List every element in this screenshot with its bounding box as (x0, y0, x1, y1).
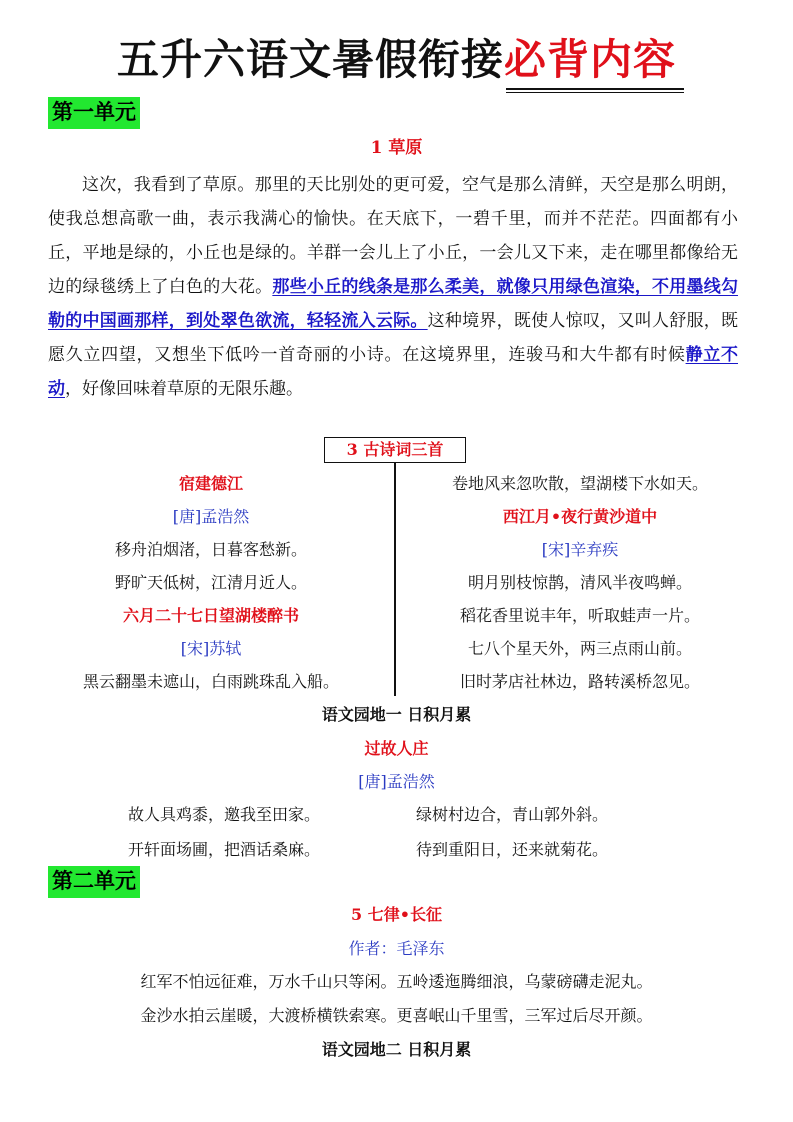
lesson-1-heading (0, 136, 793, 160)
garden-1-poem-title: 过故人庄 (364, 739, 429, 758)
lesson-1-title: 草原 (388, 138, 423, 158)
lesson-5-line: 红军不怕远征难，万水千山只等闲。五岭逶迤腾细浪，乌蒙磅礴走泥丸。 (140, 972, 653, 991)
garden-1-heading: 语文园地一 日积月累 (321, 705, 472, 724)
poem-line: 移舟泊烟渚，日暮客愁新。 (114, 540, 307, 559)
lesson-5-line: 金沙水拍云崖暖，大渡桥横铁索寒。更喜岷山千里雪，三军过后尽开颜。 (140, 1006, 653, 1025)
lesson-1-highlight-2: 静立不动 (48, 345, 738, 399)
column-divider (394, 462, 396, 696)
poem-author: [宋]辛弃疾 (541, 540, 619, 559)
lesson-3-box-title: 3 古诗词三首 (324, 437, 466, 463)
poem-line: 明月别枝惊鹊，清风半夜鸣蝉。 (467, 573, 692, 592)
garden-1-line: 故人具鸡黍，邀我至田家。 (128, 805, 321, 824)
poems-left-column (40, 467, 382, 698)
poem-line: 旧时茅店社林边，路转溪桥忽见。 (459, 672, 700, 691)
title-underline (506, 88, 684, 90)
poem-title: 宿建德江 (178, 474, 243, 493)
lesson-1-text-a: 这次，我看到了草原。那里的天比别处的更可爱，空气是那么清鲜，天空是那么明朗，使我总想高歌一曲，表示我满心的愉快。在天底下，一碧千里，而并不茫茫。四面都有小丘，平地是绿的，小丘也是绿的。羊群一会儿上了小丘，一会儿又下来，走在哪里都像给无边的绿毯绣上了白色的大花。 (48, 175, 738, 297)
lesson-1-text (48, 168, 738, 406)
lesson-1-text-b: 这种境界，既使人惊叹，又叫人舒服，既愿久立四望，又想坐下低吟一首奇丽的小诗。在这境界里，连骏马和大牛都有时候 (48, 311, 738, 365)
page-title-main: 五升六语文暑假衔接 (116, 35, 504, 84)
page-title (0, 32, 793, 88)
lesson-5-author: 作者：毛泽东 (348, 939, 445, 958)
poems-right-column (410, 467, 750, 698)
lesson-1-text-c: ，好像回味着草原的无限乐趣。 (65, 379, 303, 399)
lesson-1-number: 1 (370, 138, 383, 158)
unit-2-tag: 第二单元 (48, 866, 140, 898)
poem-line: 七八个星天外，两三点雨山前。 (467, 639, 692, 658)
garden-2-heading: 语文园地二 日积月累 (321, 1040, 472, 1059)
lesson-1-highlight: 那些小丘的线条是那么柔美，就像只用绿色渲染，不用墨线勾勒的中国画那样，到处翠色欲流，轻轻流入云际。 (48, 277, 739, 331)
lesson-5-title: 5 七律•长征 (351, 905, 442, 924)
garden-1-poem-author: [唐]孟浩然 (358, 772, 435, 791)
page-title-highlight: 必背内容 (504, 35, 677, 84)
poem-title: 六月二十七日望湖楼醉书 (122, 606, 299, 625)
poem-line: 黑云翻墨未遮山，白雨跳珠乱入船。 (82, 672, 339, 691)
garden-1-line: 开轩面场圃，把酒话桑麻。 (128, 840, 321, 859)
poem-line: 稻花香里说丰年，听取蛙声一片。 (459, 606, 700, 625)
poem-author: [宋]苏轼 (180, 639, 242, 658)
poem-line: 野旷天低树，江清月近人。 (114, 573, 307, 592)
unit-1-tag: 第一单元 (48, 97, 140, 129)
garden-1-line: 绿树村边合，青山郭外斜。 (416, 805, 609, 824)
poem-line: 卷地风来忽吹散，望湖楼下水如天。 (451, 474, 708, 493)
poem-author: [唐]孟浩然 (172, 507, 250, 526)
title-underline-thin (506, 92, 684, 93)
garden-1-line: 待到重阳日，还来就菊花。 (416, 840, 609, 859)
poem-title: 西江月•夜行黄沙道中 (502, 507, 658, 526)
